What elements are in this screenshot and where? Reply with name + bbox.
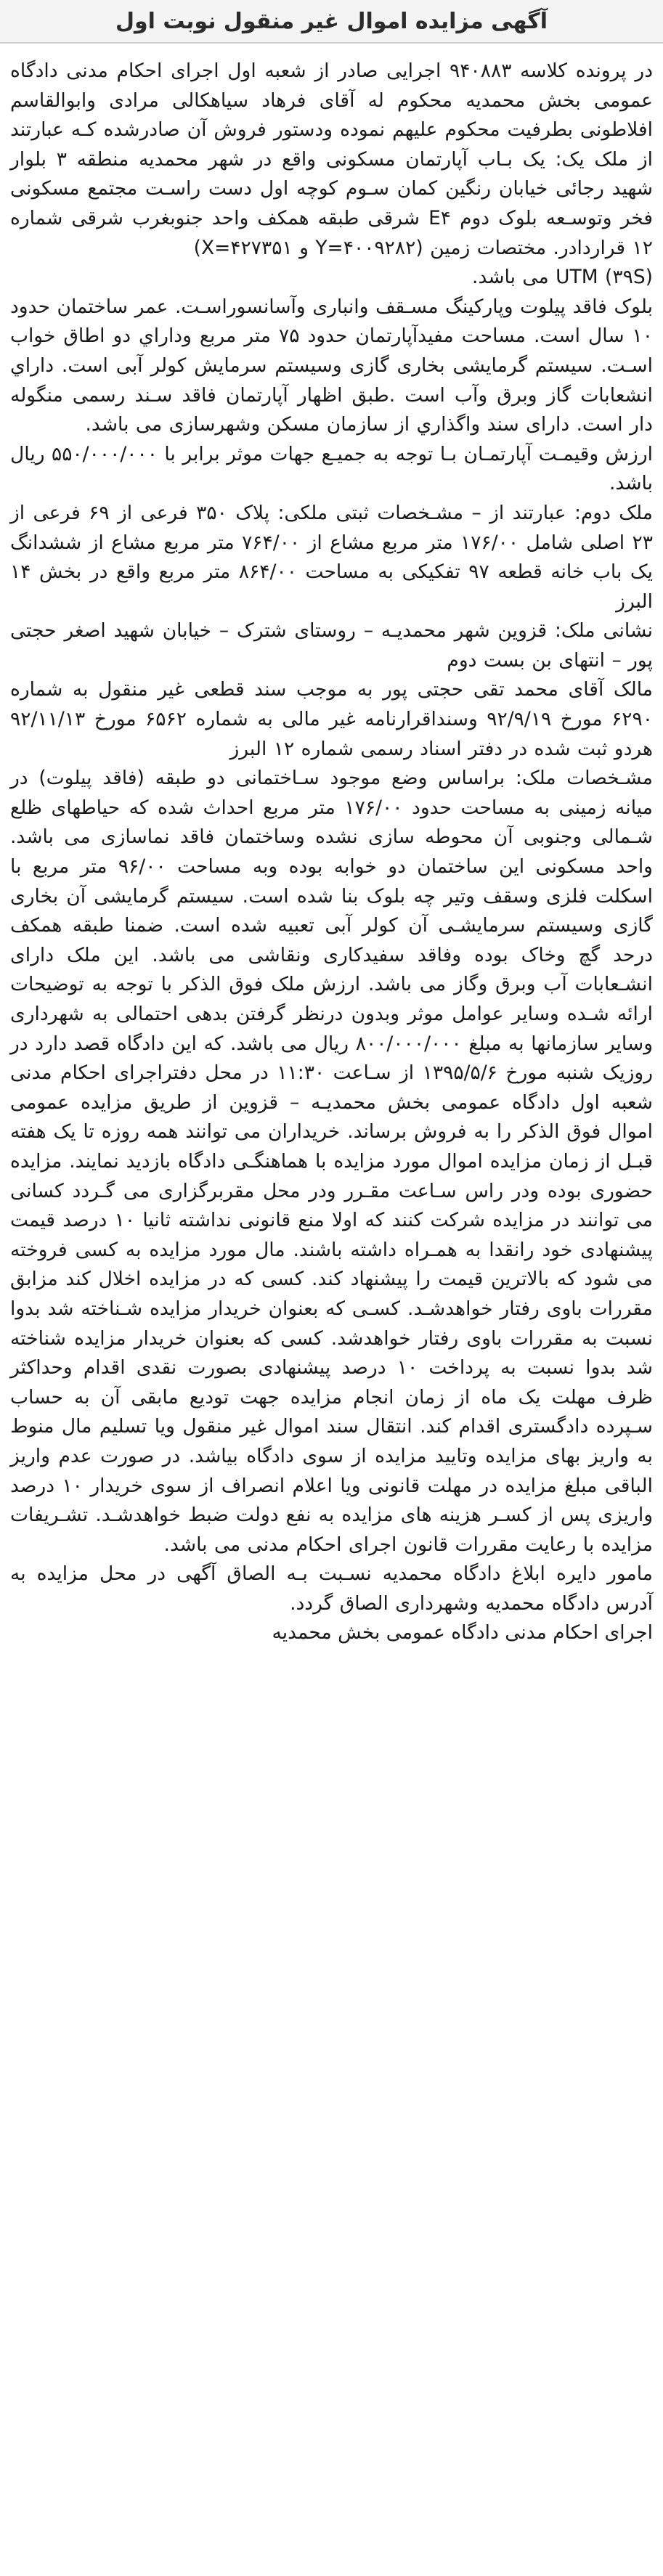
- paragraph-posting-order: مامور دایره ابلاغ دادگاه محمدیه نسـبت بـه الصاق آگهی در محل مزایده به آدرس دادگاه محمدیه وشهرداری الصاق گردد.: [10, 1562, 653, 1615]
- paragraph-owner-documents: مالک آقای محمد تقی حجتی پور به موجب سند قطعی غیر منقول به شماره ۶۲۹۰ مورخ ۹۲/۹/۱۹ وسنداقرارنامه غیر مالی به شماره ۶۵۶۲ مورخ ۹۲/۱۱/۱۳ هردو ثبت شده در دفتر اسناد رسمی شماره ۱۲ البرز: [10, 678, 654, 760]
- paragraph-property-one: در پرونده کلاسه ۹۴۰۸۸۳ اجرایی صادر از شعبه اول اجرای احکام مدنی دادگاه عمومی بخش محمدیه محکوم له آقای فرهاد سیاهکالی مرادی وابوالقاسم افلاطونی بطرفیت محکوم علیهم نموده ودستور فروش آن صادرشده کـه عبارتند از ملک یک: یک بـاب آپارتمان مسکونی واقع در شهر محمدیه منطقه ۳ بلوار شهید رجائی خیابان رنگین کمان سـوم کوچه اول دست راسـت مجتمع مسکونی فخر وتوسـعه بلوک دوم E۴ شرقی طبقه همکف واحد جنوبغرب شرقی شماره ۱۲ قراردادر. مختصات زمین (Y=۴۰۰۹۲۸۲ و X=۴۲۷۳۵۱): [10, 60, 653, 259]
- paragraph-building-details: بلوک فاقد پیلوت وپارکینگ مسـقف وانباری وآسانسوراسـت. عمر ساختمان حدود ۱۰ سال است. مساحت مفیدآپارتمان حدود ۷۵ متر مربع وداراي دو اطاق خواب اسـت. سیستم گرمایشی بخاری گازی وسیستم سرمایش کولر آبی است. داراي انشعابات گاز وبرق وآب است .طبق اظهار آپارتمان فاقد سـند رسمی منگوله دار است. دارای سند واگذاري از سازمان مسکن وشهرسازی می باشد.: [10, 295, 653, 436]
- notice-body: [10, 44, 653, 1648]
- paragraph-property-address: نشانی ملک: قزوین شهر محمدیـه – روستای شترک – خیابان شهید اصغر حجتی پور – انتهای بن بست دوم: [10, 619, 653, 672]
- paragraph-apartment-value: ارزش وقیمـت آپارتمـان بـا توجه به جمیـع جهات موثر برابر با ۵۵۰/۰۰۰/۰۰۰ ریال باشد.: [10, 442, 653, 495]
- notice-title: آگهی مزایده اموال غیر منقول نوبت اول: [115, 8, 548, 34]
- paragraph-property-two: ملک دوم: عبارتند از – مشـخصات ثبتی ملکی: پلاک ۳۵۰ فرعی از ۶۹ فرعی از ۲۳ اصلی شامل ۱۷۶/۰۰ متر مربع مشاع از ۷۶۴/۰۰ متر مربع مشاع از ششدانگ یک باب خانه قطعه ۹۷ تفکیکی به مساحت ۸۶۴/۰۰ متر مربع واقع در بخش ۱۴ البرز: [10, 501, 653, 613]
- paragraph-auction-terms: مشـخصات ملک: براساس وضع موجود سـاختمانی دو طبقه (فاقد پیلوت) در میانه زمینی به مساحت حدود ۱۷۶/۰۰ متر مربع احداث شده که حیاطهای ظلع شـمالی وجنوبی آن محوطه سازی نشده وساختمان فاقد نماسازی می باشد. واحد مسکونی این ساختمان دو خوابه بوده وبه مساحت ۹۶/۰۰ متر مربع با اسکلت فلزی وسقف وتیر چه بلوک بنا شده است. سیستم گرمایشی آن بخاری گازی وسیستم سرمایشـی آن کولر آبی تعبیه شده است. ضمنا طبقه همکف درحد گچ وخاک بوده وفاقد سفیدکاری ونقاشی می باشد. این ملک دارای انشـعابات آب وبرق وگاز می باشد. ارزش ملک فوق الذکر با توجه به توضیحات ارائه شـده وسایر عوامل موثر وبدون درنظر گرفتن بدهی احتمالی به شهرداری وسایر سازمانها به مبلغ ۸۰۰/۰۰۰/۰۰۰ ریال می باشد. که این دادگاه قصد دارد در روزیک شنبه مورخ ۱۳۹۵/۵/۶ از سـاعت ۱۱:۳۰ در محل دفتراجرای احکام مدنی شعبه اول دادگاه عمومی بخش محمدیـه – قزوین از طریق مزایده عمومی اموال فوق الذکر را به فروش برساند. خریداران می توانند همه روزه تا یک هفته قبـل از زمان مزایده اموال مورد مزایده با هماهنگـی دادگاه بازدید نمایند. مزایده حضوری بوده ودر راس سـاعت مقـرر ودر محل مقربرگزاری می گـردد کسانی می توانند در مزایده شرکت کنند که اولا منع قانونی نداشته ثانیا ۱۰ درصد قیمت پیشنهادی خود رانقدا به همـراه داشته باشند. مال مورد مزایده به کسی فروخته می شود که بالاترین قیمت را پیشنهاد کند. کسی که در مزایده اخلال کند مزابق مقررات باوی رفتار خواهدشـد. کسـی که بعنوان خریدار مزایده شـناخته شد بدوا نسبت به مقررات باوی رفتار خواهدشد. کسی که بعنوان خریدار مزایده شناخته شد بدوا نسبت به پرداخت ۱۰ درصد پیشنهادی بصورت نقدی اقدام وحداکثر ظرف مهلت یک ماه از زمان انجام مزایده جهت تودیع مابقی آن به حساب سـپرده دادگستری اقدام کند. انتقال سند اموال غیر منقول ویا تسلیم مال منوط به واریز بهای مزایده وتایید مزایده از سوی دادگاه بیاشد. در صورت عدم واریز الباقی مبلغ مزایده در مهلت قانونی ویا اعلام انصراف از سوی خریدار ۱۰ درصد واریزی پس از کسـر هزینه های مزایده به نفع دولت ضبط خواهدشـد. تشـریفات مزایده با رعایت مقررات قانون اجرای احکام مدنی می باشد.: [10, 767, 653, 1556]
- paragraph-utm-zone: (۳۹S) UTM می باشد.: [472, 266, 653, 289]
- notice-signature: اجرای احکام مدنی دادگاه عمومی بخش محمدیه: [272, 1621, 653, 1644]
- notice-header: [0, 0, 663, 44]
